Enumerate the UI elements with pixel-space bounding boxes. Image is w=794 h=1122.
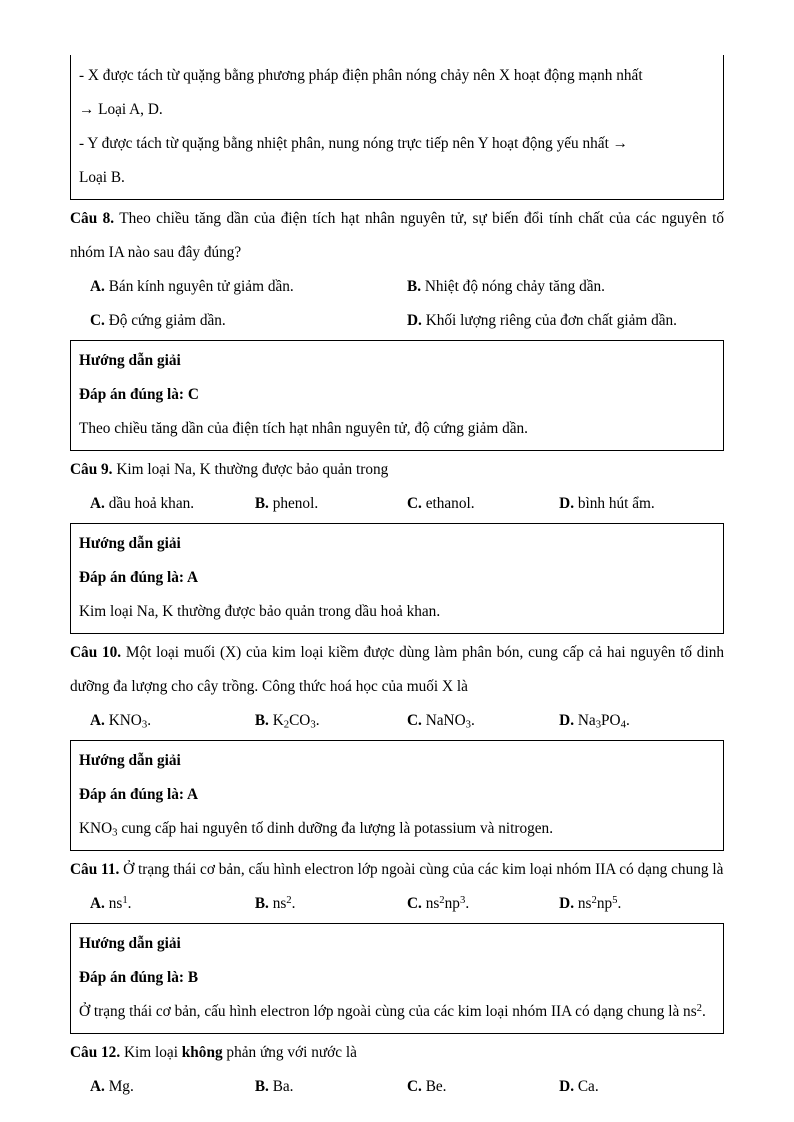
- option-b-key: B.: [254, 1078, 269, 1095]
- option-c[interactable]: [407, 704, 559, 738]
- solution-explanation: $KNO_3$ cung cấp hai nguyên tố dinh dưỡng đa lượng là potassium và nitrogen.: [79, 820, 554, 839]
- solution-box-cau-8: [70, 340, 724, 451]
- continued-line-1: - X được tách từ quặng bằng phương pháp điện phân nóng chảy nên X hoạt động mạnh nhất: [79, 67, 643, 84]
- option-a-key: A.: [90, 278, 105, 295]
- option-b-label: phenol.: [272, 495, 319, 512]
- option-list: [70, 704, 724, 738]
- option-b[interactable]: [255, 487, 407, 521]
- option-c[interactable]: [407, 487, 559, 521]
- question-cau-12: [70, 1034, 724, 1104]
- question-label: Câu 12.: [70, 1044, 121, 1061]
- option-d-key: D.: [559, 1078, 575, 1095]
- option-d[interactable]: [407, 304, 724, 338]
- option-list: [70, 887, 724, 921]
- question-label: Câu 9.: [70, 461, 113, 478]
- option-a[interactable]: [90, 270, 407, 304]
- option-b-key: B.: [254, 495, 269, 512]
- solution-heading: Hướng dẫn giải: [79, 535, 181, 552]
- option-c-label: Độ cứng giảm dần.: [108, 312, 226, 329]
- option-d-label: Khối lượng riêng của đơn chất giảm dần.: [425, 312, 678, 329]
- option-b-label: Ba.: [272, 1078, 294, 1095]
- solution-answer-line: Đáp án đúng là: A: [79, 786, 199, 803]
- option-c-formula: NaNO$_3$.: [425, 712, 475, 731]
- document-page: [70, 55, 724, 1104]
- option-d-formula: $ns^2np^5$.: [577, 894, 622, 912]
- question-text: [70, 636, 724, 704]
- question-body: Ở trạng thái cơ bản, cấu hình electron lớp ngoài cùng của các kim loại nhóm IIA có dạng chung là: [123, 861, 724, 878]
- option-d-label: bình hút ẩm.: [577, 495, 655, 512]
- solution-answer-line: Đáp án đúng là: B: [79, 969, 199, 986]
- continued-line-2: → Loại A, D.: [79, 101, 163, 118]
- question-body: Kim loại không phản ứng với nước là: [123, 1044, 357, 1061]
- option-a-formula: $ns^1$.: [108, 894, 132, 912]
- option-b[interactable]: [255, 1070, 407, 1104]
- solution-explanation: Ở trạng thái cơ bản, cấu hình electron lớp ngoài cùng của các kim loại nhóm IIA có dạng chung là $ns^2$.: [79, 1002, 706, 1020]
- option-a-label: dầu hoả khan.: [108, 495, 195, 512]
- solution-box-cau-10: [70, 740, 724, 851]
- continued-line-4: Loại B.: [79, 169, 125, 186]
- solution-explanation: Theo chiều tăng dần của điện tích hạt nhân nguyên tử, độ cứng giảm dần.: [79, 420, 529, 437]
- solution-explanation: Kim loại Na, K thường được bảo quản trong dầu hoả khan.: [79, 603, 441, 620]
- solution-heading: Hướng dẫn giải: [79, 935, 181, 952]
- option-a[interactable]: [90, 704, 255, 738]
- option-c-label: ethanol.: [425, 495, 475, 512]
- option-c-key: C.: [406, 895, 422, 912]
- solution-answer-line: Đáp án đúng là: A: [79, 569, 199, 586]
- question-body: Kim loại Na, K thường được bảo quản trong: [116, 461, 389, 478]
- option-a-formula: $KNO_3$.: [108, 712, 152, 731]
- option-b[interactable]: [255, 704, 407, 738]
- option-b-formula: $K_2CO_3$.: [272, 712, 320, 731]
- option-b-key: B.: [254, 712, 269, 729]
- option-c-formula: $ns^2np^3$.: [425, 894, 470, 912]
- option-a-label: Bán kính nguyên tử giảm dần.: [108, 278, 294, 295]
- solution-answer-line: Đáp án đúng là: C: [79, 386, 199, 403]
- question-text: [70, 853, 724, 887]
- question-text: [70, 1036, 724, 1070]
- option-d[interactable]: [559, 887, 724, 921]
- question-body: Theo chiều tăng dần của điện tích hạt nhân nguyên tử, sự biến đổi tính chất của các nguyên tố nhóm IA nào sau đây đúng?: [70, 210, 724, 261]
- option-c-label: Be.: [425, 1078, 447, 1095]
- option-a-label: Mg.: [108, 1078, 134, 1095]
- option-c-key: C.: [90, 312, 105, 329]
- option-d-key: D.: [407, 312, 422, 329]
- option-b[interactable]: [407, 270, 724, 304]
- option-d-key: D.: [559, 712, 575, 729]
- option-d-label: Ca.: [577, 1078, 599, 1095]
- question-text: [70, 453, 724, 487]
- option-c[interactable]: [407, 1070, 559, 1104]
- question-label: Câu 10.: [70, 644, 122, 661]
- option-a-key: A.: [90, 712, 105, 729]
- solution-heading: Hướng dẫn giải: [79, 752, 181, 769]
- question-cau-8: [70, 200, 724, 338]
- option-c-key: C.: [406, 1078, 422, 1095]
- option-b-key: B.: [254, 895, 269, 912]
- option-a-key: A.: [90, 895, 105, 912]
- option-d-formula: $Na_3PO_4$.: [577, 712, 630, 731]
- option-d[interactable]: [559, 487, 724, 521]
- option-b-key: B.: [407, 278, 422, 295]
- question-cau-11: [70, 851, 724, 921]
- option-a-key: A.: [90, 495, 105, 512]
- continued-line-3: - Y được tách từ quặng bằng nhiệt phân, nung nóng trực tiếp nên Y hoạt động yếu nhất →: [79, 135, 628, 152]
- option-list: [70, 487, 724, 521]
- option-b-formula: $ns^2$.: [272, 894, 296, 912]
- question-label: Câu 11.: [70, 861, 120, 878]
- option-list: [70, 270, 724, 338]
- option-b[interactable]: [255, 887, 407, 921]
- question-text: [70, 202, 724, 270]
- question-body: Một loại muối (X) của kim loại kiềm được dùng làm phân bón, cung cấp cả hai nguyên tố dinh dưỡng đa lượng cho cây trồng. Công thức hoá học của muối X là: [70, 644, 724, 695]
- continued-solution-box: [70, 55, 724, 200]
- option-b-label: Nhiệt độ nóng chảy tăng dần.: [424, 278, 605, 295]
- option-a-key: A.: [90, 1078, 105, 1095]
- question-label: Câu 8.: [70, 210, 115, 227]
- option-a[interactable]: [90, 887, 255, 921]
- option-d-key: D.: [559, 495, 575, 512]
- option-d-key: D.: [559, 895, 575, 912]
- solution-heading: Hướng dẫn giải: [79, 352, 181, 369]
- option-c-key: C.: [406, 495, 422, 512]
- option-d[interactable]: [559, 1070, 724, 1104]
- option-c[interactable]: [407, 887, 559, 921]
- solution-box-cau-11: [70, 923, 724, 1034]
- solution-box-cau-9: [70, 523, 724, 634]
- option-c-key: C.: [406, 712, 422, 729]
- option-d[interactable]: [559, 704, 724, 738]
- option-c[interactable]: [90, 304, 407, 338]
- option-a[interactable]: [90, 1070, 255, 1104]
- option-list: [70, 1070, 724, 1104]
- question-cau-9: [70, 451, 724, 521]
- option-a[interactable]: [90, 487, 255, 521]
- question-cau-10: [70, 634, 724, 738]
